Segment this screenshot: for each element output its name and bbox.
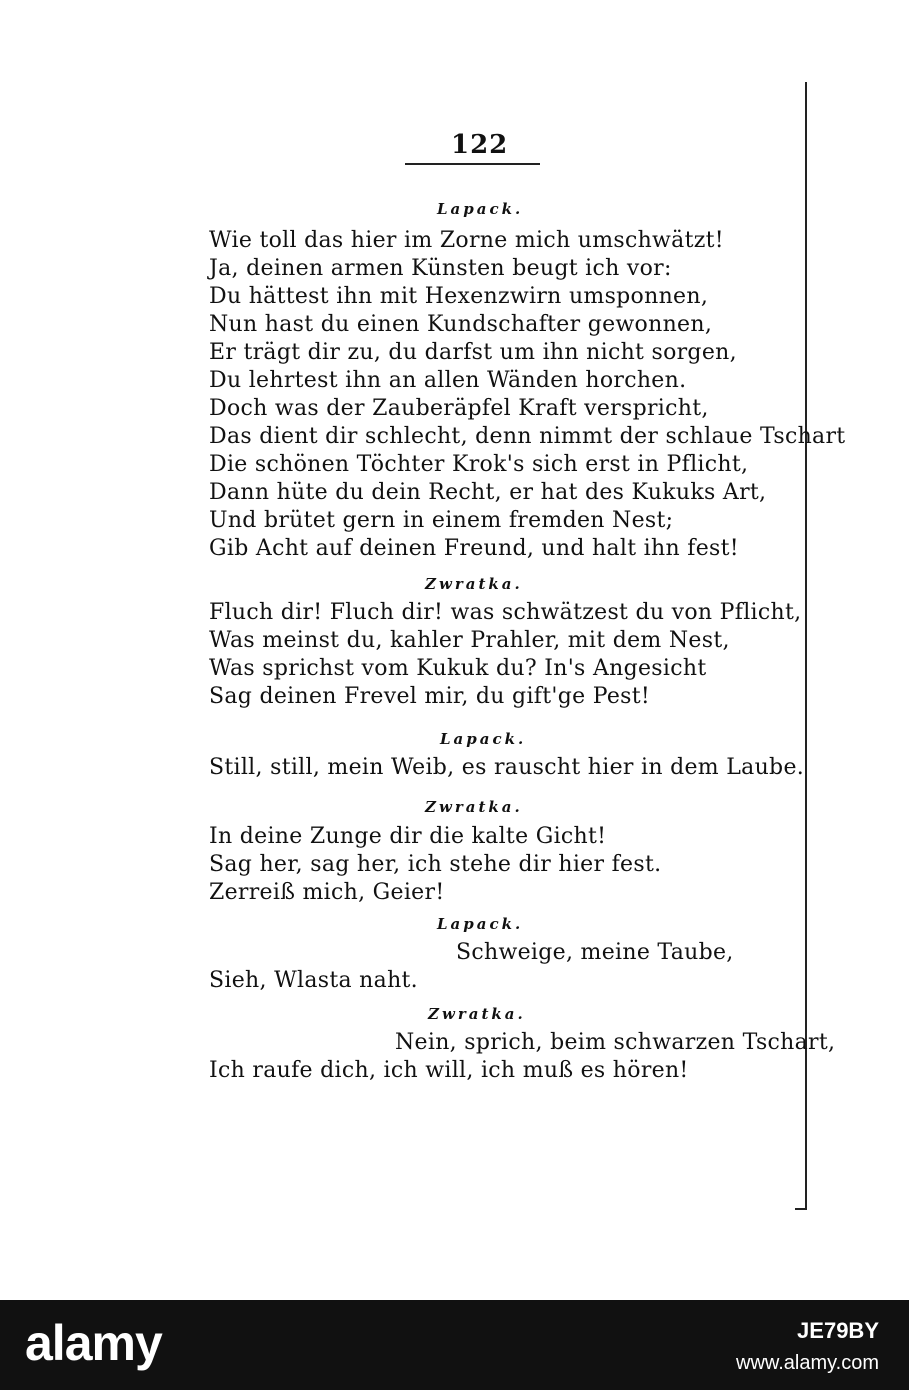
header-rule bbox=[405, 163, 540, 165]
speaker-heading-lapack: Lapack. bbox=[440, 730, 527, 748]
verse-line: Nein, sprich, beim schwarzen Tschart, bbox=[395, 1030, 836, 1055]
verse-line: Gib Acht auf deinen Freund, und halt ihn fest! bbox=[209, 536, 739, 561]
verse-line: Ich raufe dich, ich will, ich muß es hören! bbox=[209, 1058, 689, 1083]
image-id: JE79BY bbox=[797, 1318, 879, 1343]
verse-line: Was sprichst vom Kukuk du? In's Angesicht bbox=[209, 656, 707, 681]
verse-line: Die schönen Töchter Krok's sich erst in Pflicht, bbox=[209, 452, 749, 477]
verse-line: Du lehrtest ihn an allen Wänden horchen. bbox=[209, 368, 687, 393]
verse-line: Sieh, Wlasta naht. bbox=[209, 968, 418, 993]
verse-line: Doch was der Zauberäpfel Kraft verspricht, bbox=[209, 396, 709, 421]
verse-line: Zerreiß mich, Geier! bbox=[209, 880, 445, 905]
speaker-heading-lapack: Lapack. bbox=[437, 200, 524, 218]
verse-line: Du hättest ihn mit Hexenzwirn umsponnen, bbox=[209, 284, 709, 309]
speaker-heading-zwratka: Zwratka. bbox=[425, 575, 523, 593]
verse-line: Das dient dir schlecht, denn nimmt der schlaue Tschart bbox=[209, 424, 846, 449]
verse-line: Was meinst du, kahler Prahler, mit dem Nest, bbox=[209, 628, 730, 653]
verse-line: Er trägt dir zu, du darfst um ihn nicht sorgen, bbox=[209, 340, 737, 365]
verse-line: Fluch dir! Fluch dir! was schwätzest du von Pflicht, bbox=[209, 600, 802, 625]
verse-line: Schweige, meine Taube, bbox=[456, 940, 734, 965]
speaker-heading-zwratka: Zwratka. bbox=[428, 1005, 526, 1023]
verse-line: Sag her, sag her, ich stehe dir hier fest. bbox=[209, 852, 662, 877]
verse-line: Und brütet gern in einem fremden Nest; bbox=[209, 508, 674, 533]
verse-line: In deine Zunge dir die kalte Gicht! bbox=[209, 824, 607, 849]
watermark-footer bbox=[0, 1300, 909, 1390]
verse-line: Still, still, mein Weib, es rauscht hier in dem Laube. bbox=[209, 755, 805, 780]
verse-line: Wie toll das hier im Zorne mich umschwätzt! bbox=[209, 228, 724, 253]
alamy-logo: alamy bbox=[25, 1315, 162, 1371]
verse-line: Dann hüte du dein Recht, er hat des Kukuks Art, bbox=[209, 480, 767, 505]
page-number: 122 bbox=[451, 130, 509, 160]
speaker-heading-lapack: Lapack. bbox=[437, 915, 524, 933]
page-edge-rule-foot bbox=[795, 1208, 807, 1210]
footer-url: www.alamy.com bbox=[736, 1352, 879, 1374]
verse-line: Ja, deinen armen Künsten beugt ich vor: bbox=[209, 256, 672, 281]
verse-line: Sag deinen Frevel mir, du gift'ge Pest! bbox=[209, 684, 651, 709]
speaker-heading-zwratka: Zwratka. bbox=[425, 798, 523, 816]
verse-line: Nun hast du einen Kundschafter gewonnen, bbox=[209, 312, 713, 337]
